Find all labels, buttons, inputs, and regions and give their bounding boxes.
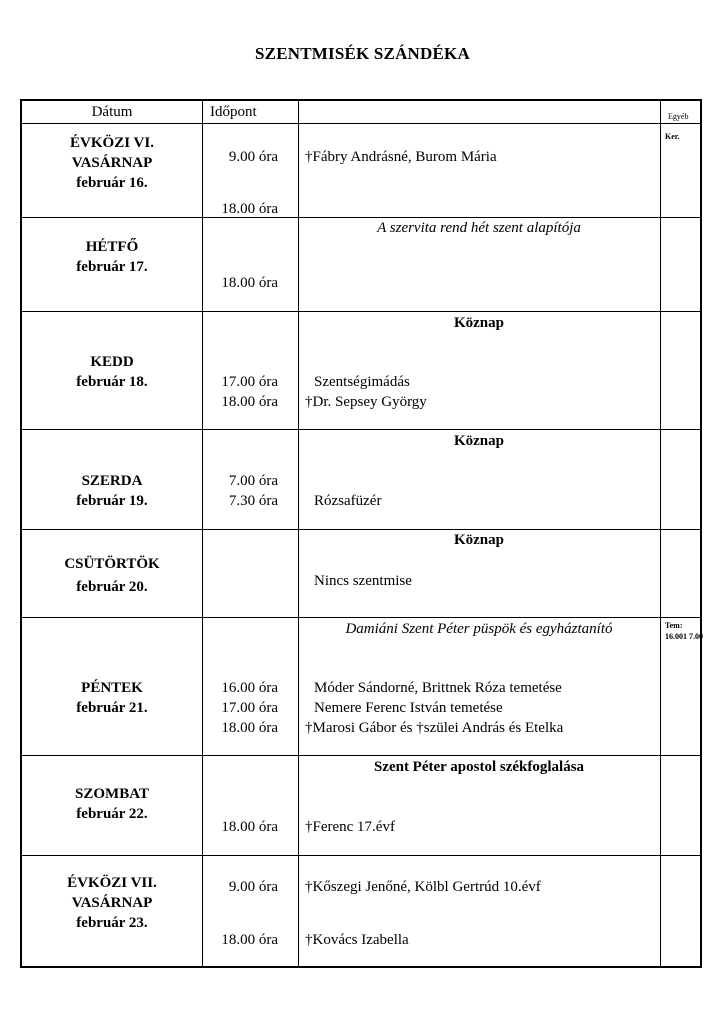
header-other: Egyéb	[668, 112, 689, 121]
day-cell: CSÜTÖRTÖK február 20.	[64, 556, 160, 595]
intention: Móder Sándorné, Brittnek Róza temetése	[314, 680, 562, 696]
time-cell: 9.00 óra	[228, 879, 278, 895]
header-time: Időpont	[210, 104, 257, 120]
time-cell: 18.00 óra	[221, 394, 278, 410]
intention: Nincs szentmise	[314, 573, 412, 589]
intention: †Marosi Gábor és †szülei András és Etelka	[305, 720, 564, 736]
day-cell: KEDD február 18.	[76, 354, 148, 390]
time-cell: 7.30 óra	[228, 493, 278, 509]
time-cell: 17.00 óra	[221, 374, 278, 390]
intention: †Dr. Sepsey György	[305, 394, 427, 410]
time-cell: 16.00 óra	[221, 680, 278, 696]
row-divider	[22, 123, 700, 124]
row-divider	[22, 855, 700, 856]
time-cell: 18.00 óra	[221, 819, 278, 835]
mass-intentions-table	[20, 99, 702, 968]
time-cell: 18.00 óra	[221, 932, 278, 948]
time-cell: 7.00 óra	[228, 473, 278, 489]
day-cell: ÉVKÖZI VII. VASÁRNAP február 23.	[67, 875, 157, 931]
time-cell: 18.00 óra	[221, 720, 278, 736]
row-divider	[22, 755, 700, 756]
time-cell: 17.00 óra	[221, 700, 278, 716]
time-cell: 18.00 óra	[221, 275, 278, 291]
feast-title: Köznap	[453, 532, 504, 548]
feast-title: A szervita rend hét szent alapítója	[377, 220, 581, 236]
time-cell: 18.00 óra	[221, 201, 278, 217]
row-divider	[22, 429, 700, 430]
row-divider	[22, 617, 700, 618]
row-divider	[22, 217, 700, 218]
other-note: Ker.	[665, 132, 680, 141]
row-divider	[22, 529, 700, 530]
day-cell: PÉNTEK február 21.	[76, 680, 148, 716]
day-cell: ÉVKÖZI VI. VASÁRNAP február 16.	[70, 135, 154, 191]
page-title: SZENTMISÉK SZÁNDÉKA	[255, 44, 470, 63]
feast-title: Damiáni Szent Péter püspök és egyháztanító	[345, 621, 613, 637]
intention: †Fábry Andrásné, Burom Mária	[305, 149, 497, 165]
intention: Szentségimádás	[314, 374, 410, 390]
intention: †Ferenc 17.évf	[305, 819, 395, 835]
intention: †Kőszegi Jenőné, Kölbl Gertrúd 10.évf	[305, 879, 541, 895]
time-cell: 9.00 óra	[228, 149, 278, 165]
day-cell: HÉTFŐ február 17.	[76, 239, 148, 275]
intention: Rózsafüzér	[314, 493, 382, 509]
other-note: Tem: 16.001 7.00	[665, 621, 703, 641]
day-cell: SZERDA február 19.	[76, 473, 148, 509]
feast-title: Szent Péter apostol székfoglalása	[373, 759, 585, 775]
column-divider	[660, 101, 661, 966]
feast-title: Köznap	[453, 433, 504, 449]
day-cell: SZOMBAT február 22.	[75, 786, 149, 822]
header-date: Dátum	[91, 104, 133, 120]
intention: †Kovács Izabella	[305, 932, 409, 948]
intention: Nemere Ferenc István temetése	[314, 700, 503, 716]
row-divider	[22, 311, 700, 312]
feast-title: Köznap	[453, 315, 504, 331]
